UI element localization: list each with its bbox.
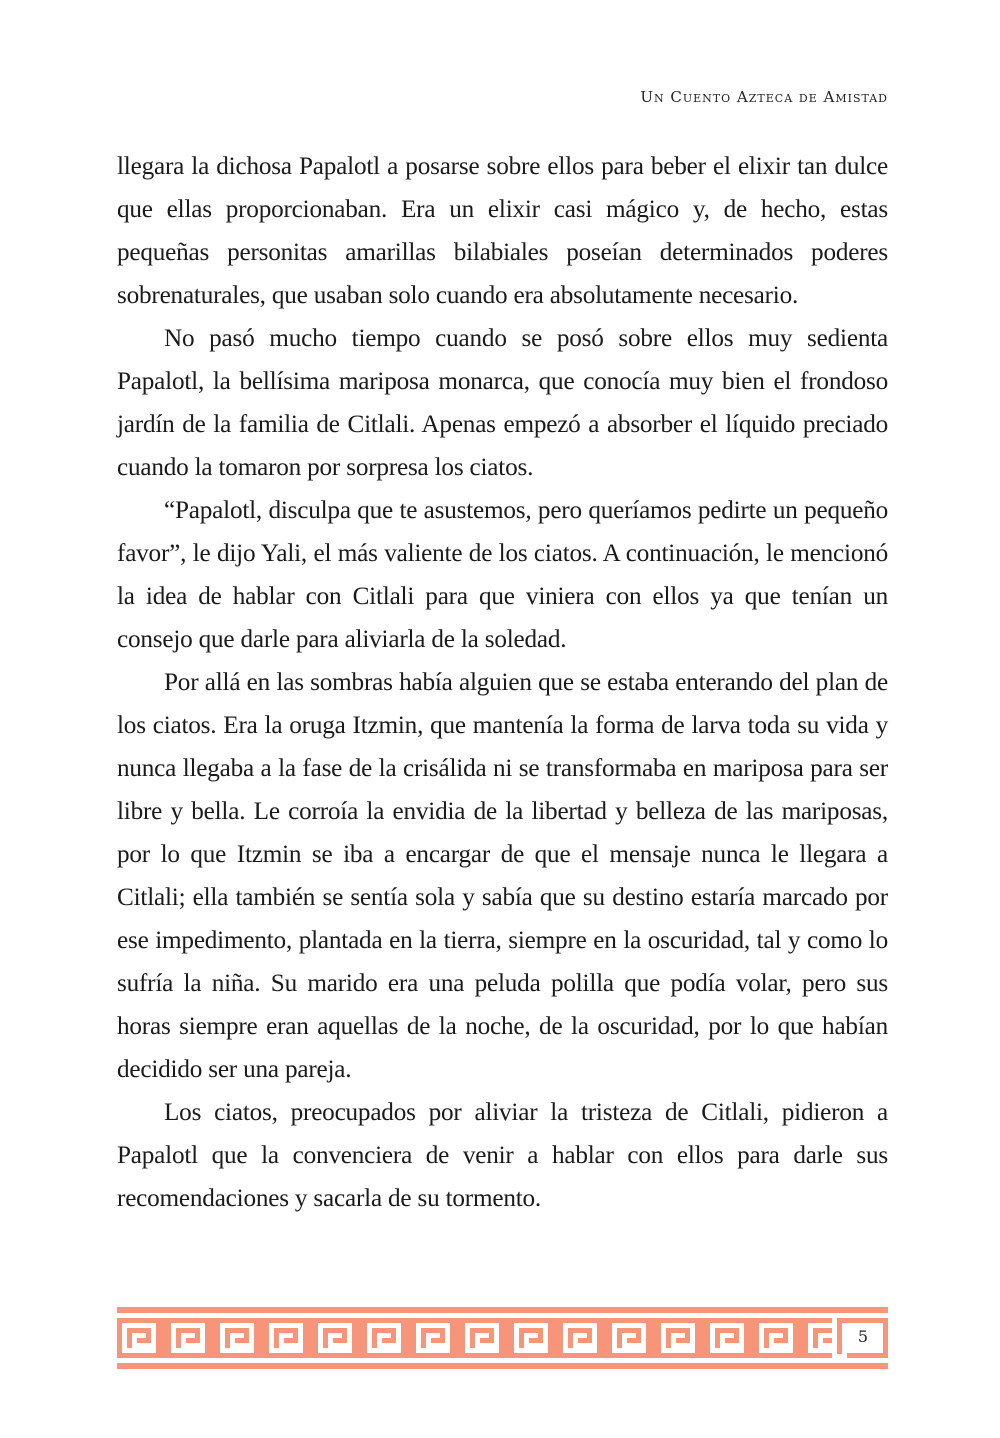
running-header-title: Un Cuento Azteca de Amistad (640, 88, 888, 106)
page-number: 5 (857, 1327, 869, 1346)
page-number-frame-bottom (847, 1353, 888, 1358)
paragraph-5: Los ciatos, preocupados por aliviar la tristeza de Citlali, pidieron a Papalotl que la convenciera de venir a hablar con ellos para darle sus recomendaciones y sacarla de su tormento. (117, 1099, 888, 1212)
page-number-frame-right (883, 1318, 888, 1358)
greek-key-border-ornament (117, 1307, 888, 1369)
paragraph-1: llegara la dichosa Papalotl a posarse sobre ellos para beber el elixir tan dulce que ellas proporcionaban. Era un elixir casi mágico y, de hecho, estas pequeñas personitas amarillas bilabiales poseían determinados poderes sobrenaturales, que usaban solo cuando era absolutamente necesario. (117, 153, 888, 309)
border-meander-band (117, 1307, 832, 1369)
border-bottom-band (117, 1363, 888, 1369)
paragraph-4: Por allá en las sombras había alguien que se estaba enterando del plan de los ciatos. Era la oruga Itzmin, que mantenía la forma de larva toda su vida y nunca llegaba a la fase de la crisálida ni se transformaba en mariposa para ser libre y bella. Le corroía la envidia de la libertad y belleza de las mariposas, por lo que Itzmin se iba a encargar de que el mensaje nunca le llegara a Citlali; ella también se sentía sola y sabía que su destino estaría marcado por ese impedimento, plantada en la tierra, siempre en la oscuridad, tal y como lo sufría la niña. Su marido era una peluda polilla que podía volar, pero sus horas siempre eran aquellas de la noche, de la oscuridad, por lo que habían decidido ser una pareja. (117, 669, 888, 1083)
paragraph-2: No pasó mucho tiempo cuando se posó sobre ellos muy sedienta Papalotl, la bellísima mariposa monarca, que conocía muy bien el frondoso jardín de la familia de Citlali. Apenas empezó a absorber el líquido preciado cuando la tomaron por sorpresa los ciatos. (117, 325, 888, 481)
body-text (117, 145, 888, 1220)
paragraph-3: “Papalotl, disculpa que te asustemos, pero queríamos pedirte un pequeño favor”, le dijo Yali, el más valiente de los ciatos. A continuación, le mencionó la idea de hablar con Citlali para que viniera con ellos ya que tenían un consejo que darle para aliviarla de la soledad. (117, 497, 888, 653)
page-number-frame-left (837, 1318, 842, 1354)
